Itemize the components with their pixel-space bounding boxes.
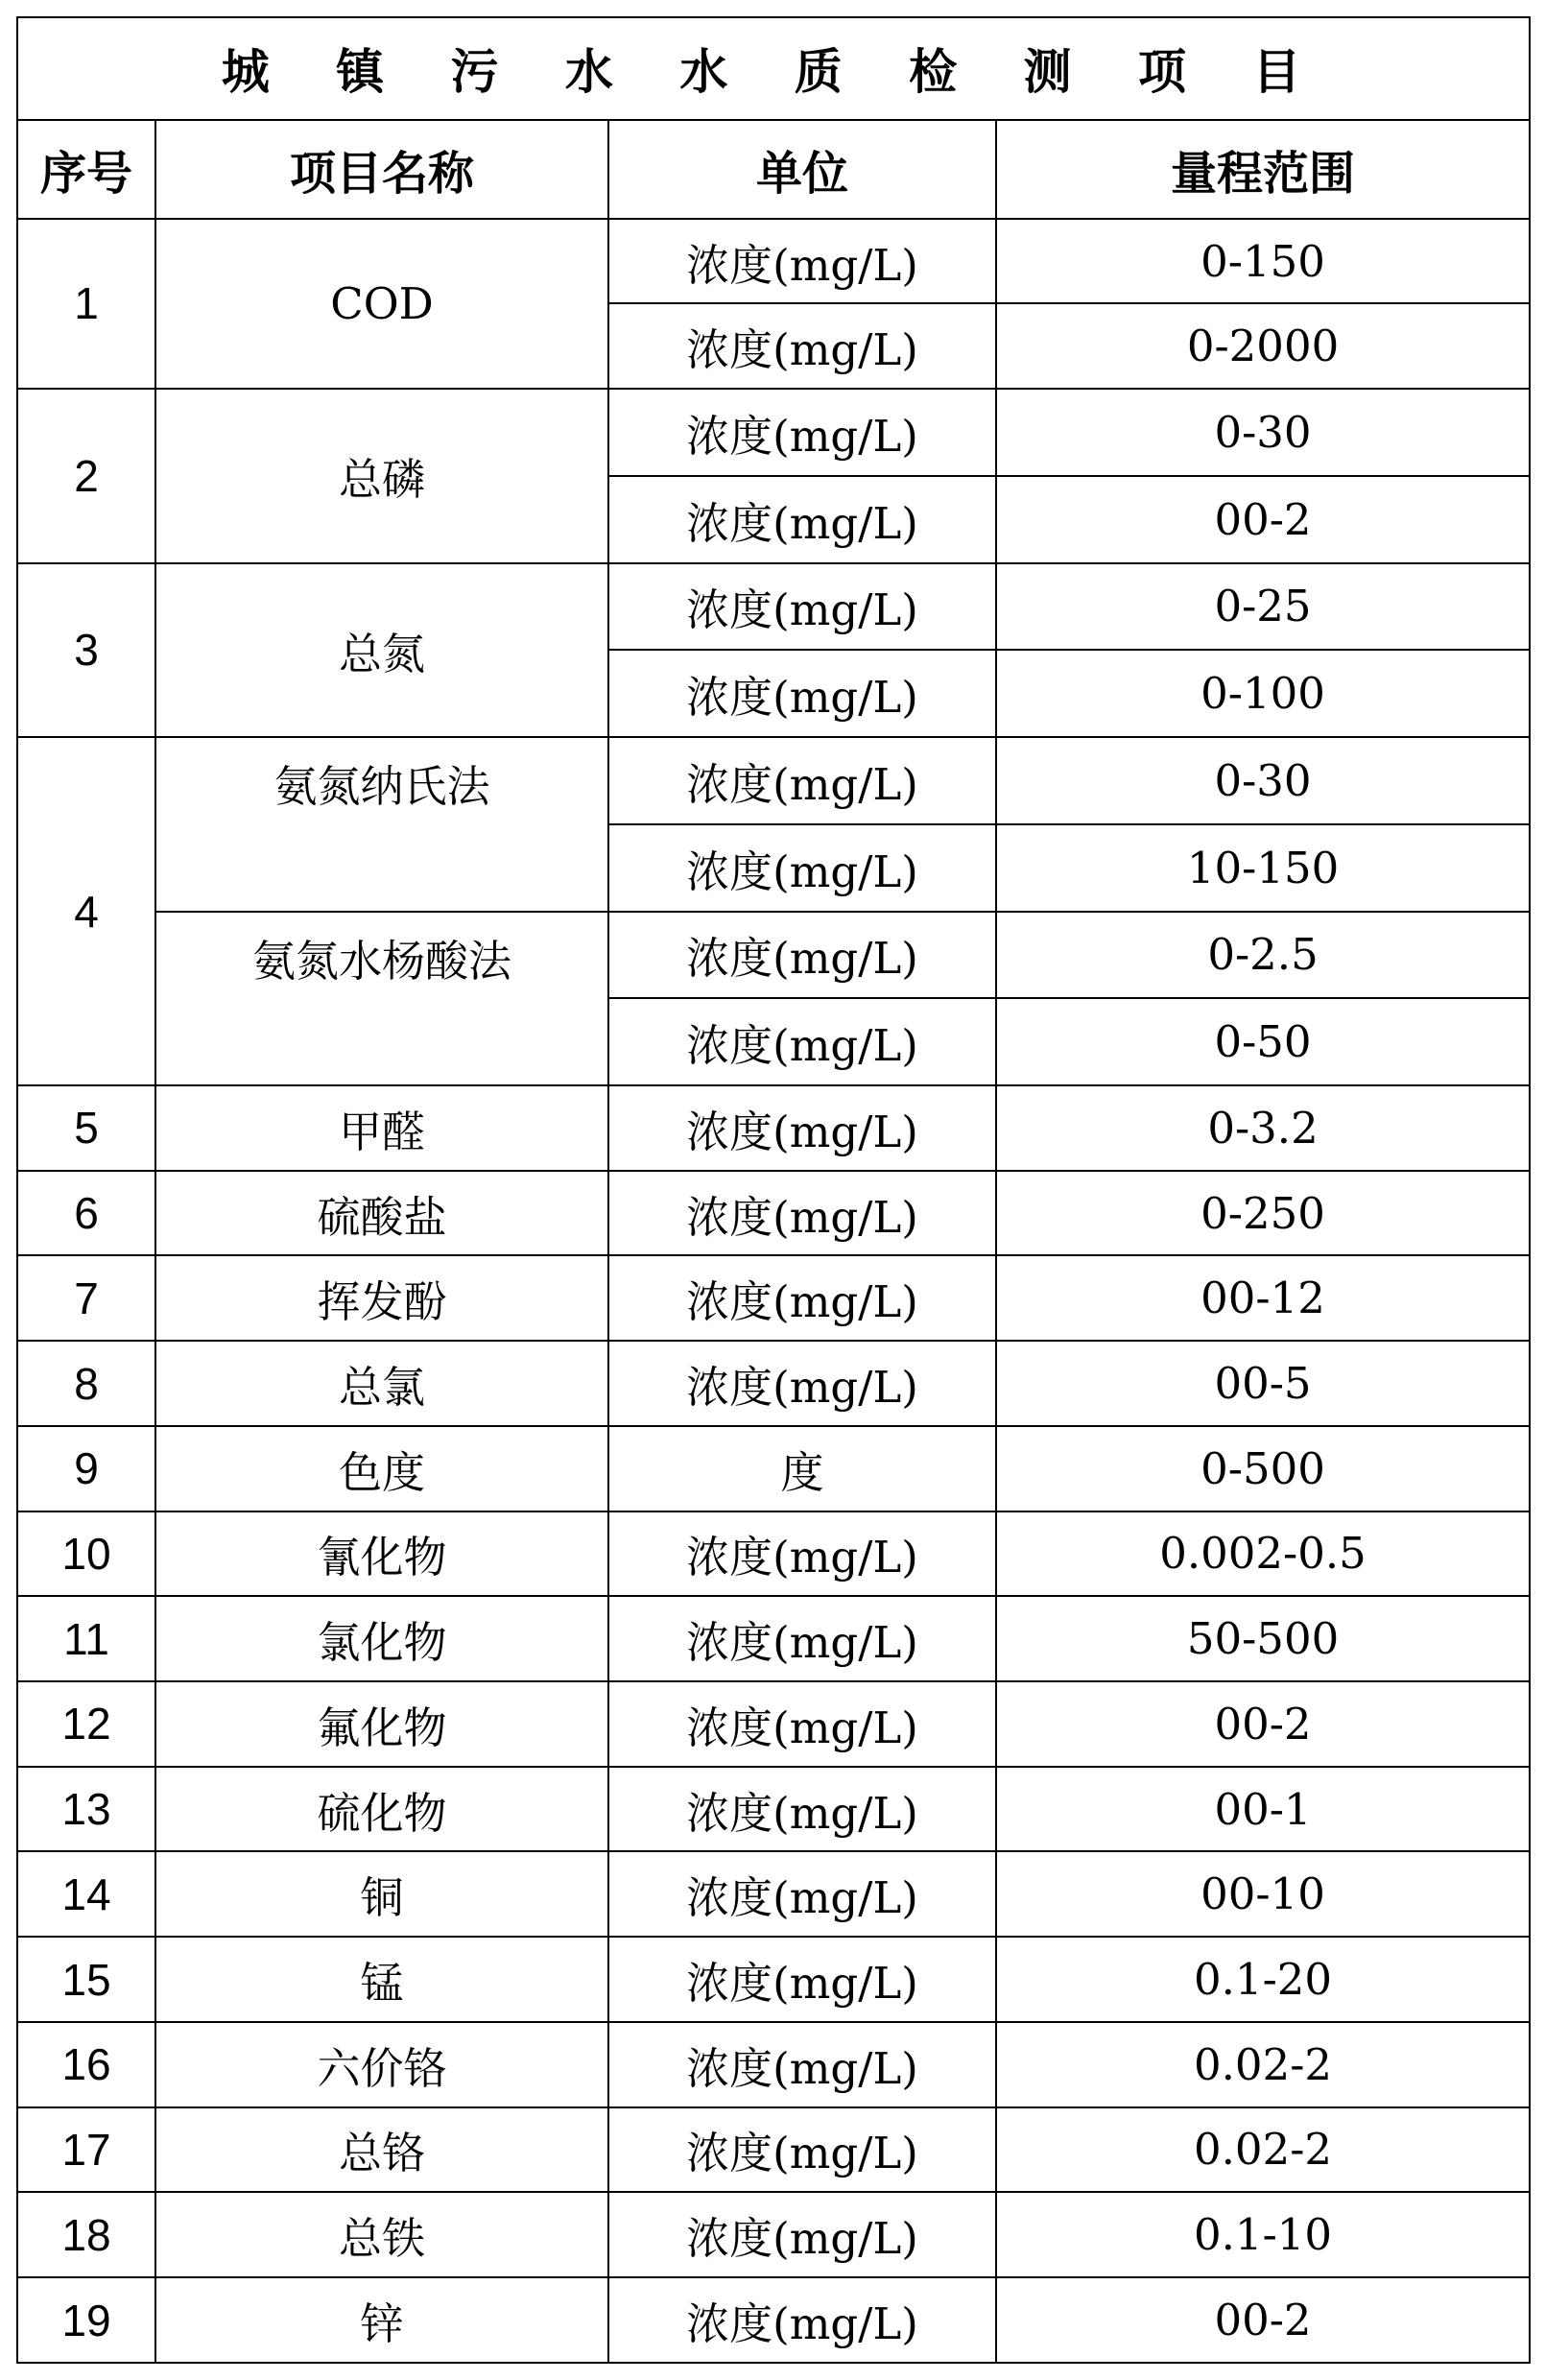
item-name: 氯化物 (155, 1596, 608, 1681)
title-row (17, 17, 1530, 120)
unit-cell: 浓度(mg/L) (608, 824, 996, 912)
row-index: 19 (17, 2277, 155, 2363)
row-index: 7 (17, 1255, 155, 1341)
row-index: 10 (17, 1511, 155, 1597)
unit-cell: 浓度(mg/L) (608, 389, 996, 476)
unit-cell: 浓度(mg/L) (608, 737, 996, 824)
unit-cell: 浓度(mg/L) (608, 1511, 996, 1597)
header-row (17, 120, 1530, 219)
row-index: 1 (17, 219, 155, 389)
item-name: 六价铬 (155, 2022, 608, 2107)
range-cell: 0-100 (996, 650, 1530, 737)
row-index: 14 (17, 1851, 155, 1937)
unit-cell: 浓度(mg/L) (608, 476, 996, 563)
range-cell: 0-25 (996, 563, 1530, 651)
header-unit: 单位 (608, 120, 996, 219)
table-row (17, 389, 1530, 476)
item-name: 硫化物 (155, 1767, 608, 1852)
row-index: 11 (17, 1596, 155, 1681)
unit-cell: 浓度(mg/L) (608, 1937, 996, 2022)
range-cell: 10-150 (996, 824, 1530, 912)
row-index: 6 (17, 1171, 155, 1256)
table-title: 城 镇 污 水 水 质 检 测 项 目 (17, 17, 1530, 120)
header-index: 序号 (17, 120, 155, 219)
unit-cell: 浓度(mg/L) (608, 563, 996, 651)
unit-cell: 浓度(mg/L) (608, 2192, 996, 2277)
unit-cell: 浓度(mg/L) (608, 219, 996, 304)
table-row (17, 1851, 1530, 1937)
unit-cell: 浓度(mg/L) (608, 1681, 996, 1767)
row-index: 13 (17, 1767, 155, 1852)
item-name: 总铬 (155, 2107, 608, 2193)
row-index: 16 (17, 2022, 155, 2107)
range-cell: 0-3.2 (996, 1085, 1530, 1171)
item-name: 氰化物 (155, 1511, 608, 1597)
row-index: 2 (17, 389, 155, 562)
item-name: 总磷 (155, 389, 608, 562)
item-name: 氨氮水杨酸法 (155, 912, 608, 1085)
table-row (17, 1341, 1530, 1426)
table-row (17, 1937, 1530, 2022)
row-index: 9 (17, 1426, 155, 1511)
table-row (17, 1596, 1530, 1681)
unit-cell: 浓度(mg/L) (608, 1851, 996, 1937)
table-row (17, 1511, 1530, 1597)
unit-cell: 浓度(mg/L) (608, 1085, 996, 1171)
unit-cell: 浓度(mg/L) (608, 1171, 996, 1256)
item-name: 氟化物 (155, 1681, 608, 1767)
item-name: 总氯 (155, 1341, 608, 1426)
table-row (17, 219, 1530, 304)
item-name: 总氮 (155, 563, 608, 737)
row-index: 15 (17, 1937, 155, 2022)
range-cell: 0-500 (996, 1426, 1530, 1511)
range-cell: 00-12 (996, 1255, 1530, 1341)
item-name: 甲醛 (155, 1085, 608, 1171)
item-name: 铜 (155, 1851, 608, 1937)
range-cell: 50-500 (996, 1596, 1530, 1681)
unit-cell: 浓度(mg/L) (608, 1255, 996, 1341)
item-name: 锌 (155, 2277, 608, 2363)
range-cell: 00-5 (996, 1341, 1530, 1426)
item-name: 总铁 (155, 2192, 608, 2277)
item-name: COD (155, 219, 608, 389)
item-name: 锰 (155, 1937, 608, 2022)
unit-cell: 浓度(mg/L) (608, 998, 996, 1085)
table-row (17, 912, 1530, 999)
item-name: 色度 (155, 1426, 608, 1511)
range-cell: 0-30 (996, 389, 1530, 476)
item-name: 挥发酚 (155, 1255, 608, 1341)
table-row (17, 2107, 1530, 2193)
row-index: 5 (17, 1085, 155, 1171)
item-name: 氨氮纳氏法 (155, 737, 608, 911)
unit-cell: 度 (608, 1426, 996, 1511)
range-cell: 0.02-2 (996, 2022, 1530, 2107)
item-name: 硫酸盐 (155, 1171, 608, 1256)
row-index: 3 (17, 563, 155, 737)
range-cell: 0-150 (996, 219, 1530, 304)
table-row (17, 1767, 1530, 1852)
range-cell: 0-30 (996, 737, 1530, 824)
row-index: 12 (17, 1681, 155, 1767)
unit-cell: 浓度(mg/L) (608, 2277, 996, 2363)
range-cell: 0-2.5 (996, 912, 1530, 999)
range-cell: 0.02-2 (996, 2107, 1530, 2193)
table-row (17, 2022, 1530, 2107)
row-index: 4 (17, 737, 155, 1085)
range-cell: 00-2 (996, 476, 1530, 563)
unit-cell: 浓度(mg/L) (608, 1596, 996, 1681)
table-row (17, 563, 1530, 651)
unit-cell: 浓度(mg/L) (608, 303, 996, 389)
header-item-name: 项目名称 (155, 120, 608, 219)
range-cell: 0.1-20 (996, 1937, 1530, 2022)
table-row (17, 2277, 1530, 2363)
unit-cell: 浓度(mg/L) (608, 2022, 996, 2107)
range-cell: 00-10 (996, 1851, 1530, 1937)
unit-cell: 浓度(mg/L) (608, 1341, 996, 1426)
unit-cell: 浓度(mg/L) (608, 912, 996, 999)
range-cell: 0-250 (996, 1171, 1530, 1256)
range-cell: 00-2 (996, 2277, 1530, 2363)
header-range: 量程范围 (996, 120, 1530, 219)
range-cell: 0-50 (996, 998, 1530, 1085)
table-row (17, 1171, 1530, 1256)
table-row (17, 1426, 1530, 1511)
unit-cell: 浓度(mg/L) (608, 1767, 996, 1852)
range-cell: 0.002-0.5 (996, 1511, 1530, 1597)
row-index: 17 (17, 2107, 155, 2193)
range-cell: 00-2 (996, 1681, 1530, 1767)
table-row (17, 2192, 1530, 2277)
table-row (17, 1255, 1530, 1341)
range-cell: 0.1-10 (996, 2192, 1530, 2277)
unit-cell: 浓度(mg/L) (608, 2107, 996, 2193)
table-row (17, 1681, 1530, 1767)
unit-cell: 浓度(mg/L) (608, 650, 996, 737)
row-index: 8 (17, 1341, 155, 1426)
range-cell: 00-1 (996, 1767, 1530, 1852)
range-cell: 0-2000 (996, 303, 1530, 389)
table-row (17, 1085, 1530, 1171)
water-quality-table (16, 16, 1531, 2364)
table-row (17, 737, 1530, 824)
row-index: 18 (17, 2192, 155, 2277)
